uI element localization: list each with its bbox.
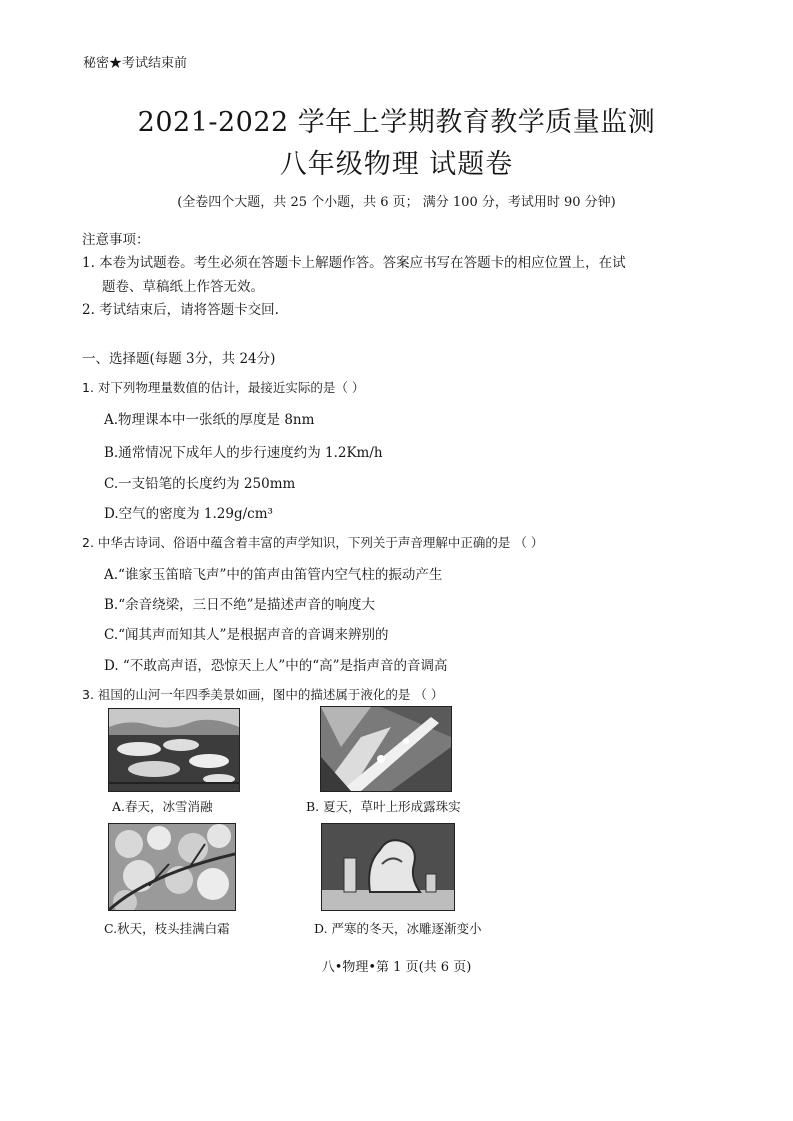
exam-info: (全卷四个大题，共 25 个小题，共 6 页； 满分 100 分，考试用时 90 分钟) (177, 195, 616, 210)
question-stem: 3. 祖国的山河一年四季美景如画，图中的描述属于液化的是 （ ） (82, 687, 444, 702)
option-b: B.通常情况下成年人的步行速度约为 1.2Km/h (104, 445, 383, 461)
notice-heading: 注意事项： (82, 232, 150, 248)
option-c: C.一支铅笔的长度约为 250mm (104, 476, 296, 492)
notice-item-2: 2. 考试结束后，请将答题卡交回. (82, 302, 279, 318)
photo-summer-dew-grass (320, 706, 452, 792)
photo-autumn-frost-branches (108, 823, 236, 911)
exam-title-line2: 八年级物理 试题卷 (279, 149, 514, 180)
section-heading: 一、选择题(每题 3分，共 24分) (82, 351, 276, 367)
photo-winter-ice-sculpture (321, 823, 455, 911)
photo-spring-melting-ice (108, 708, 240, 792)
option-b: B.“余音绕梁，三日不绝”是描述声音的响度大 (104, 597, 376, 613)
option-d: D.空气的密度为 1.29g/cm³ (104, 506, 273, 522)
page-footer: 八•物理•第 1 页(共 6 页) (321, 960, 472, 975)
caption-c: C.秋天，枝头挂满白霜 (104, 921, 230, 936)
caption-d: D. 严寒的冬天，冰雕逐渐变小 (314, 921, 482, 936)
question-stem: 2. 中华古诗词、俗语中蕴含着丰富的声学知识，下列关于声音理解中正确的是 （ ） (82, 535, 544, 550)
option-d: D. “不敢高声语，恐惊天上人”中的“高”是指声音的音调高 (104, 658, 448, 674)
option-a: A.物理课本中一张纸的厚度是 8nm (104, 412, 315, 428)
caption-b: B. 夏天，草叶上形成露珠实 (306, 799, 461, 814)
caption-a: A.春天，冰雪消融 (112, 799, 213, 814)
exam-title-line1: 2021-2022 学年上学期教育教学质量监测 (137, 107, 656, 138)
notice-item-1-cont: 题卷、草稿纸上作答无效。 (102, 279, 264, 295)
confidential-label: 秘密★考试结束前 (83, 56, 188, 71)
notice-item-1: 1. 本卷为试题卷。考生必须在答题卡上解题作答。答案应书写在答题卡的相应位置上，在试 (82, 255, 626, 271)
option-a: A.“谁家玉笛暗飞声”中的笛声由笛管内空气柱的振动产生 (104, 567, 443, 583)
question-stem: 1. 对下列物理量数值的估计，最接近实际的是（ ） (82, 380, 365, 395)
option-c: C.“闻其声而知其人”是根据声音的音调来辨别的 (104, 627, 389, 643)
